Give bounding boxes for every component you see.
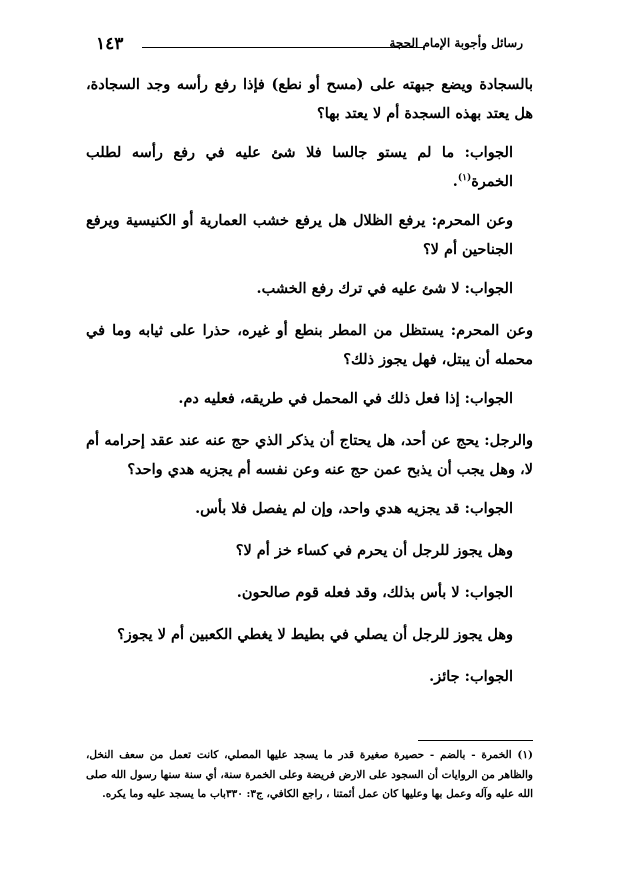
footnote: (١) الخمرة - بالضم - حصيرة صغيرة قدر ما يسجد عليها المصلي، كانت تعمل من سعف النخل، والظاهر من الروايات أن السجود على الارض فريضة وعلى الخمرة سنة، أي سنة سنها رسول الله صلى الله عليه وآله وعمل بها وعليها كان عمل أئمتنا ، راجع الكافي، ج٣: ٣٣٠باب ما يسجد عليه وما يكره.: [86, 749, 533, 800]
answer-paragraph: الجواب: لا شئ عليه في ترك رفع الخشب.: [256, 280, 513, 297]
question-paragraph: والرجل: يحج عن أحد، هل يحتاج أن يذكر الذي حج عنه عند عقد إحرامه أم لا، وهل يجب أن يذبح عمن حج عنه وعن نفسه أم يجزيه هدي واحد؟: [86, 432, 533, 478]
answer-paragraph: الجواب: إذا فعل ذلك في المحمل في طريقه، فعليه دم.: [178, 390, 513, 407]
running-title: رسائل وأجوبة الإمام الحجة: [389, 36, 523, 50]
answer-paragraph: الجواب: ما لم يستو جالسا فلا شئ عليه في رفع رأسه لطلب الخمرة$^{(١)}$.: [86, 144, 513, 190]
page-number: ١٤٣: [96, 34, 124, 54]
header-rule: [142, 47, 425, 48]
question-paragraph: وهل يجوز للرجل أن يصلي في بطيط لا يغطي الكعبين أم لا يجوز؟: [117, 626, 513, 643]
question-paragraph: وعن المحرم: يستظل من المطر بنطع أو غيره، حذرا على ثيابه وما في محمله أن يبتل، فهل يجوز ذلك؟: [86, 322, 533, 368]
question-paragraph: وهل يجوز للرجل أن يحرم في كساء خز أم لا؟: [235, 542, 513, 559]
page-header: [96, 34, 523, 58]
answer-paragraph: الجواب: لا بأس بذلك، وقد فعله قوم صالحون.: [236, 584, 513, 601]
footnote-separator: [418, 740, 533, 741]
body-text: [86, 70, 533, 704]
answer-paragraph: الجواب: جائز.: [429, 668, 513, 685]
answer-text: الجواب: ما لم يستو جالسا فلا شئ عليه في رفع رأسه لطلب الخمرة: [86, 144, 513, 190]
answer-paragraph: الجواب: قد يجزيه هدي واحد، وإن لم يفصل فلا بأس.: [195, 500, 513, 517]
footnote-marker[interactable]: (١): [457, 173, 472, 184]
question-paragraph: وعن المحرم: يرفع الظلال هل يرفع خشب العمارية أو الكنيسية ويرفع الجناحين أم لا؟: [86, 212, 513, 258]
question-paragraph: بالسجادة ويضع جبهته على (مسح أو نطع) فإذا رفع رأسه وجد السجادة، هل يعتد بهذه السجدة أم لا يعتد بها؟: [86, 76, 533, 122]
